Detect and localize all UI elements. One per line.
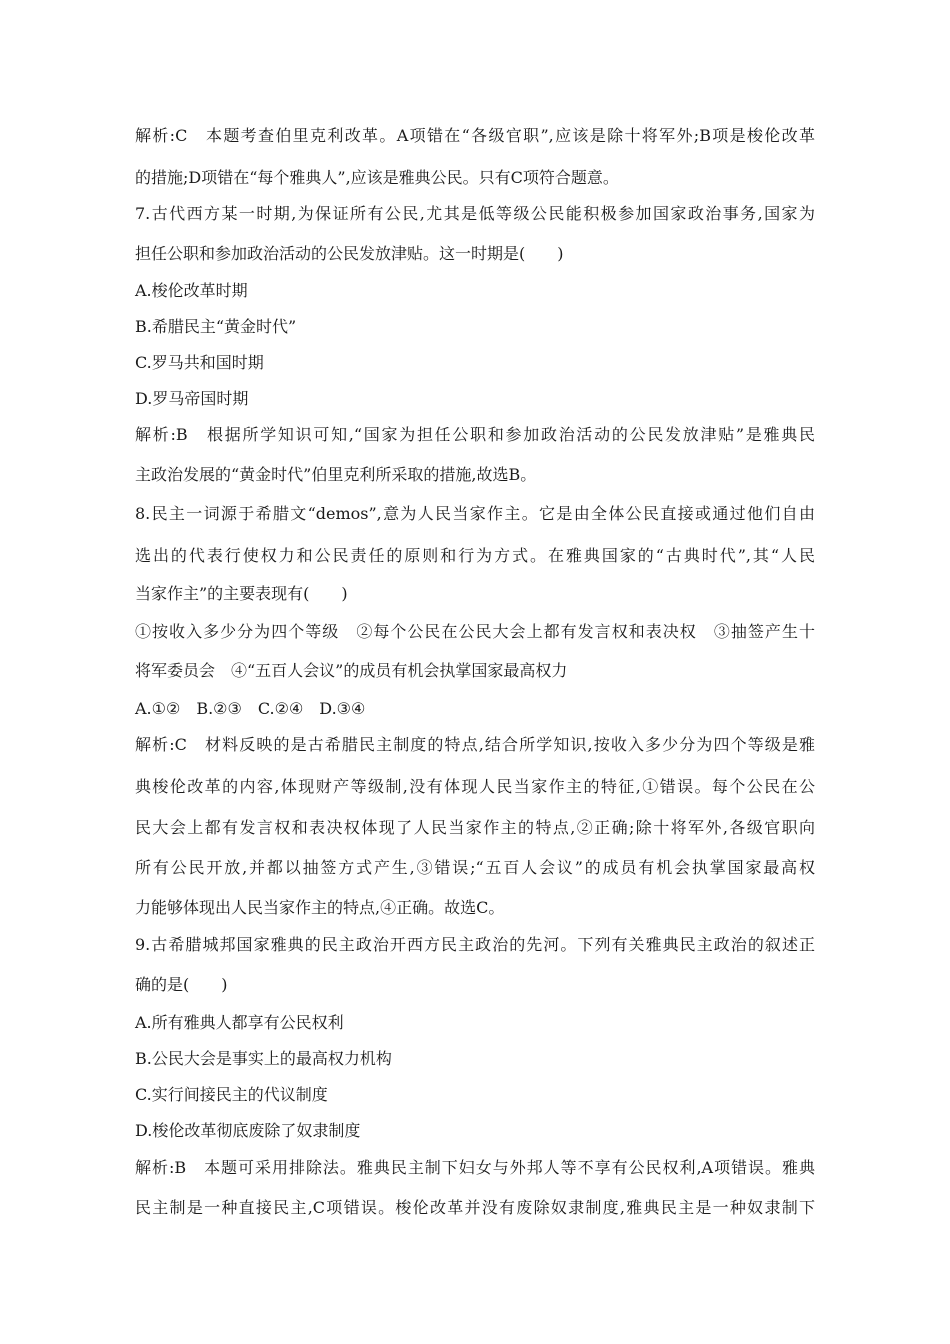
text-line: A.梭伦改革时期: [135, 281, 248, 300]
text-line: A.所有雅典人都享有公民权利: [135, 1013, 344, 1032]
text-line: 选出的代表行使权力和公民责任的原则和行为方式。在雅典国家的“古典时代”,其“人民: [135, 546, 815, 565]
text-line: C.罗马共和国时期: [135, 353, 264, 372]
text-line: 将军委员会 ④“五百人会议”的成员有机会执掌国家最高权力: [135, 661, 568, 680]
text-line: D.罗马帝国时期: [135, 389, 249, 408]
text-line: 解析:C 本题考查伯里克利改革。A项错在“各级官职”,应该是除十将军外;B项是梭伦改革: [135, 126, 815, 145]
text-line: 的措施;D项错在“每个雅典人”,应该是雅典公民。只有C项符合题意。: [135, 168, 619, 187]
text-line: 解析:C 材料反映的是古希腊民主制度的特点,结合所学知识,按收入多少分为四个等级是雅: [135, 735, 815, 754]
text-line: 7.古代西方某一时期,为保证所有公民,尤其是低等级公民能积极参加国家政治事务,国家为: [135, 204, 815, 223]
text-line: 民大会上都有发言权和表决权体现了人民当家作主的特点,②正确;除十将军外,各级官职向: [135, 818, 815, 837]
text-line: C.实行间接民主的代议制度: [135, 1085, 328, 1104]
text-line: 9.古希腊城邦国家雅典的民主政治开西方民主政治的先河。下列有关雅典民主政治的叙述正: [135, 935, 815, 954]
text-line: ①按收入多少分为四个等级 ②每个公民在公民大会上都有发言权和表决权 ③抽签产生十: [135, 622, 815, 641]
text-line: 确的是( ): [135, 975, 228, 994]
text-line: 所有公民开放,并都以抽签方式产生,③错误;“五百人会议”的成员有机会执掌国家最高权: [135, 858, 815, 877]
text-line: A.①② B.②③ C.②④ D.③④: [135, 699, 366, 718]
text-line: 担任公职和参加政治活动的公民发放津贴。这一时期是( ): [135, 244, 564, 263]
text-line: 民主制是一种直接民主,C项错误。梭伦改革并没有废除奴隶制度,雅典民主是一种奴隶制下: [135, 1198, 815, 1217]
text-line: 主政治发展的“黄金时代”伯里克利所采取的措施,故选B。: [135, 465, 537, 484]
text-line: 力能够体现出人民当家作主的特点,④正确。故选C。: [135, 898, 505, 917]
text-line: 解析:B 本题可采用排除法。雅典民主制下妇女与外邦人等不享有公民权利,A项错误。雅典: [135, 1158, 815, 1177]
text-line: 当家作主”的主要表现有( ): [135, 584, 348, 603]
text-line: B.公民大会是事实上的最高权力机构: [135, 1049, 392, 1068]
text-line: 典梭伦改革的内容,体现财产等级制,没有体现人民当家作主的特征,①错误。每个公民在公: [135, 777, 815, 796]
text-line: 解析:B 根据所学知识可知,“国家为担任公职和参加政治活动的公民发放津贴”是雅典民: [135, 425, 815, 444]
text-line: B.希腊民主“黄金时代”: [135, 317, 297, 336]
text-line: D.梭伦改革彻底废除了奴隶制度: [135, 1121, 361, 1140]
text-line: 8.民主一词源于希腊文“demos”,意为人民当家作主。它是由全体公民直接或通过他们自由: [135, 504, 815, 523]
